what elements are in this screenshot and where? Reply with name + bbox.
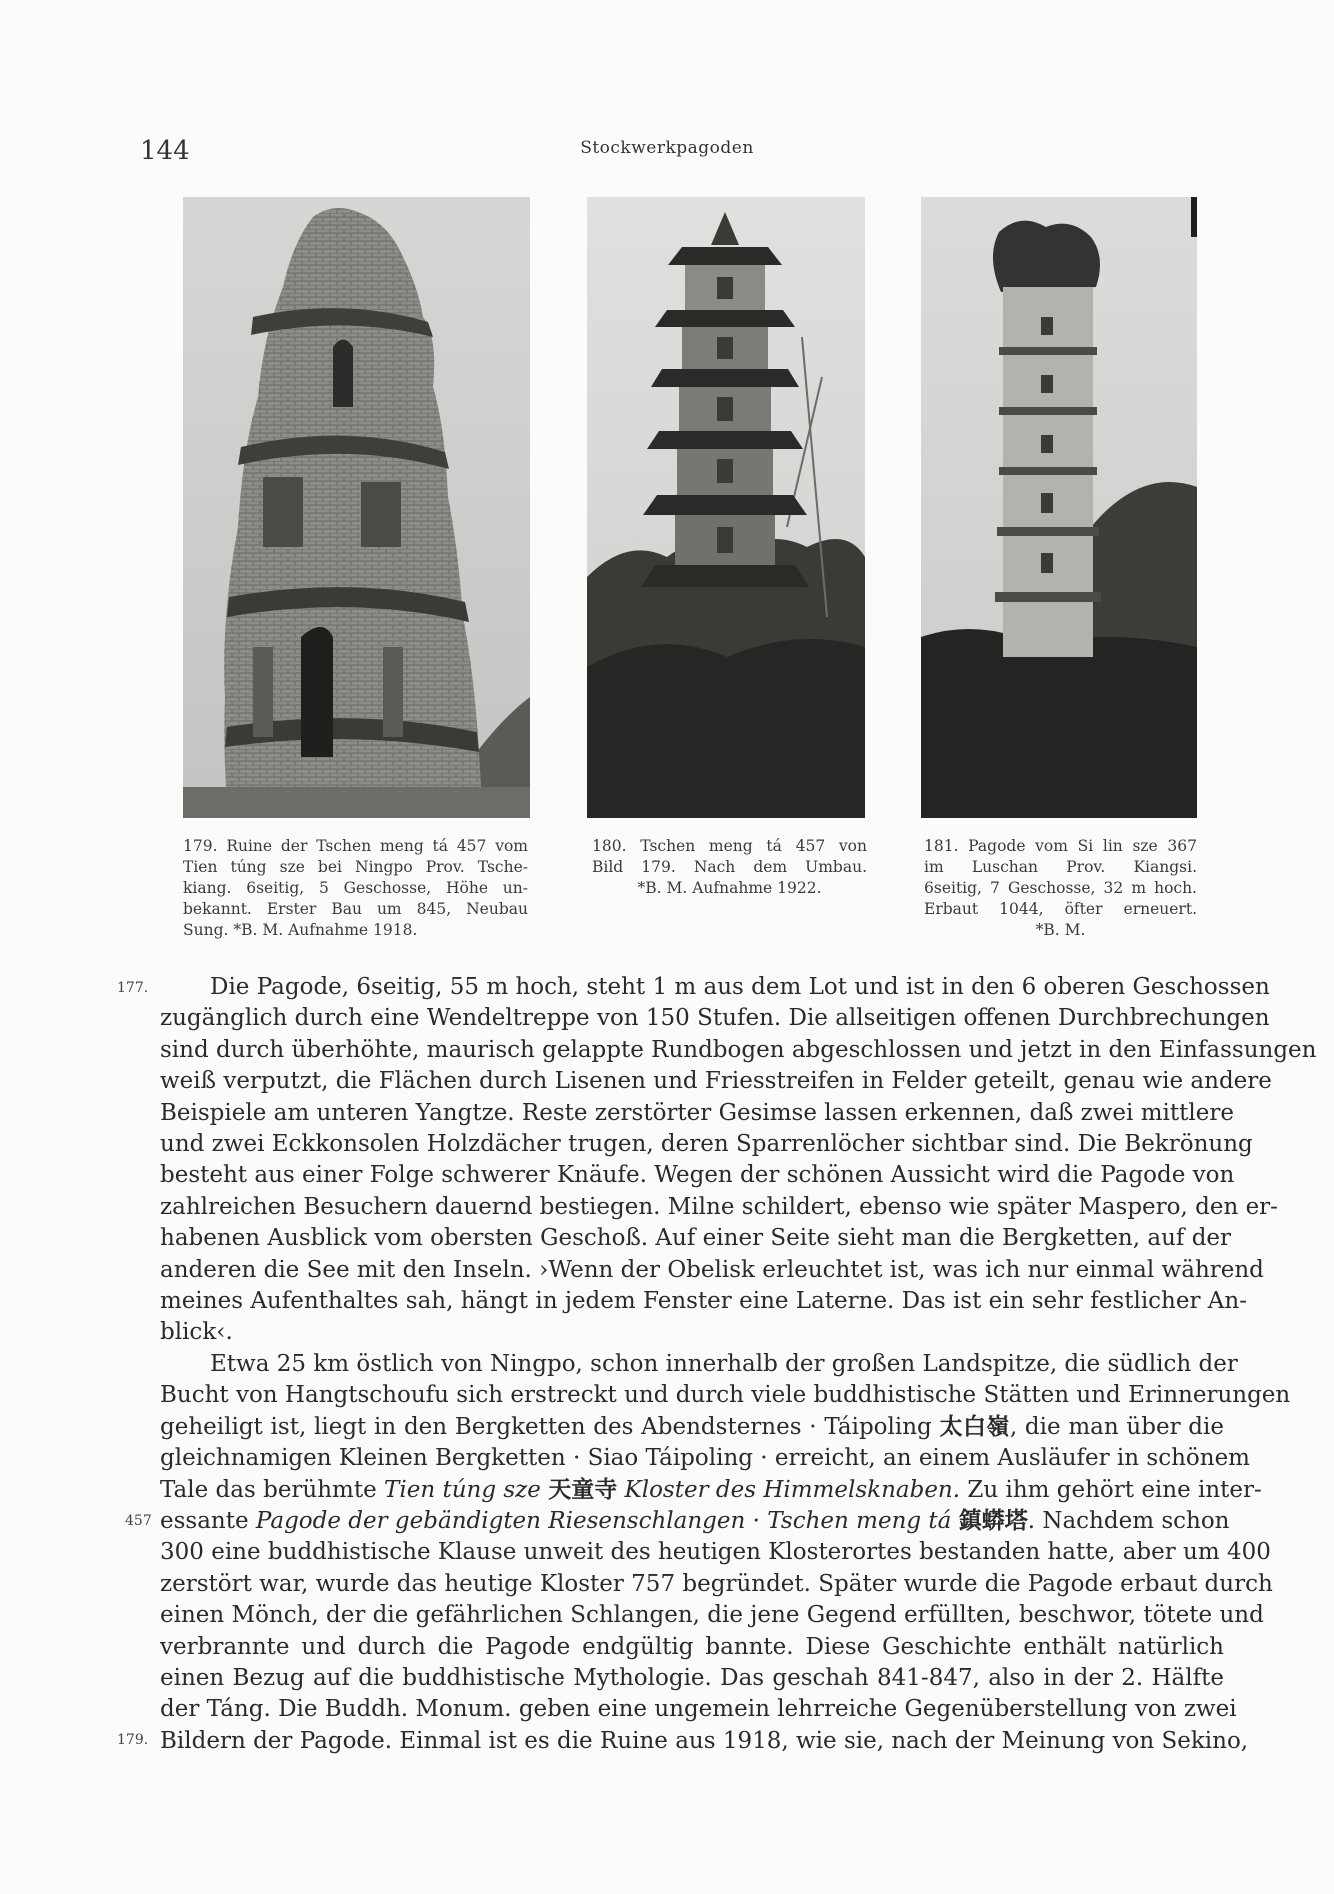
text-line: zugänglich durch eine Wendeltreppe von 150 Stufen. Die allseitigen offenen Durchbrechungen bbox=[160, 1005, 1270, 1032]
chinese-characters: 太白嶺 bbox=[939, 1413, 1010, 1440]
text-run: . Nachdem schon bbox=[1027, 1507, 1230, 1534]
page-number: 144 bbox=[140, 136, 190, 166]
caption-line: Sung. *B. M. Aufnahme 1918. bbox=[183, 921, 418, 939]
italic-term: Kloster des Himmelsknaben. bbox=[624, 1476, 961, 1503]
text-run: essante bbox=[160, 1507, 249, 1534]
caption-line: 181. Pagode vom Si lin sze 367 bbox=[924, 837, 1197, 855]
italic-term: Tien túng sze bbox=[384, 1476, 541, 1503]
text-line: habenen Ausblick vom obersten Geschoß. Auf einer Seite sieht man die Bergketten, auf der bbox=[160, 1225, 1232, 1252]
text-line: anderen die See mit den Inseln. ›Wenn der Obelisk erleuchtet ist, was ich nur einmal während bbox=[160, 1256, 1264, 1283]
caption-line: im Luschan Prov. Kiangsi. bbox=[924, 858, 1197, 876]
text-line: einen Mönch, der die gefährlichen Schlangen, die jene Gegend erfüllten, beschwor, tötete und bbox=[160, 1602, 1264, 1629]
text-line: einen Bezug auf die buddhistische Mythologie. Das geschah 841-847, also in der 2. Hälfte bbox=[160, 1664, 1224, 1691]
text-line: Bucht von Hangtschoufu sich erstreckt und durch viele buddhistische Stätten und Erinnerungen bbox=[160, 1382, 1291, 1409]
caption-line: Erbaut 1044, öfter erneuert. bbox=[924, 900, 1197, 918]
caption-line: Tien túng sze bei Ningpo Prov. Tsche- bbox=[183, 858, 528, 876]
caption-line: kiang. 6seitig, 5 Geschosse, Höhe un- bbox=[183, 879, 528, 897]
caption-line: Bild 179. Nach dem Umbau. bbox=[592, 858, 867, 876]
text-line: gleichnamigen Kleinen Bergketten · Siao Táipoling · erreicht, an einem Ausläufer in schönem bbox=[160, 1445, 1250, 1472]
text-line: Die Pagode, 6seitig, 55 m hoch, steht 1 m aus dem Lot und ist in den 6 oberen Geschossen bbox=[210, 974, 1270, 1000]
photo-ruined-pagoda bbox=[183, 197, 530, 818]
text-line: und zwei Eckkonsolen Holzdächer trugen, deren Sparrenlöcher sichtbar sind. Die Bekrönung bbox=[160, 1131, 1253, 1158]
chinese-characters: 天童寺 bbox=[548, 1476, 618, 1503]
text-line: 300 eine buddhistische Klause unweit des heutigen Klosterortes bestanden hatte, aber um 400 bbox=[160, 1539, 1271, 1566]
text-line bbox=[160, 1412, 1224, 1443]
text-line bbox=[160, 1506, 1230, 1537]
caption-line: *B. M. bbox=[1035, 921, 1086, 939]
text-line bbox=[160, 1475, 1262, 1506]
text-line: verbrannte und durch die Pagode endgültig bannte. Diese Geschichte enthält natürlich bbox=[160, 1633, 1224, 1660]
margin-note-figure-ref: 177. bbox=[117, 980, 149, 996]
text-run: Zu ihm gehört eine inter- bbox=[967, 1476, 1262, 1503]
margin-note-figure-ref: 179. bbox=[117, 1732, 149, 1748]
text-line: weiß verputzt, die Flächen durch Lisenen und Friesstreifen in Felder geteilt, genau wie andere bbox=[160, 1068, 1272, 1095]
text-run: geheiligt ist, liegt in den Bergketten des Abendsternes · Táipoling bbox=[160, 1413, 932, 1440]
text-line: Beispiele am unteren Yangtze. Reste zerstörter Gesimse lassen erkennen, daß zwei mittlere bbox=[160, 1099, 1234, 1126]
caption-line: 179. Ruine der Tschen meng tá 457 vom bbox=[183, 837, 528, 855]
text-run: Tale das berühmte bbox=[160, 1476, 377, 1503]
text-line: zerstört war, wurde das heutige Kloster 757 begründet. Später wurde die Pagode erbaut durch bbox=[160, 1570, 1273, 1597]
photo-hillside-pagoda bbox=[921, 197, 1197, 818]
photo-restored-pagoda bbox=[587, 197, 865, 818]
text-line: der Táng. Die Buddh. Monum. geben eine ungemein lehrreiche Gegenüberstellung von zwei bbox=[160, 1696, 1237, 1723]
text-line: Etwa 25 km östlich von Ningpo, schon innerhalb der großen Landspitze, die südlich der bbox=[210, 1350, 1238, 1377]
margin-note-index-ref: 457 bbox=[125, 1513, 152, 1529]
body-text bbox=[160, 972, 1317, 1757]
running-title: Stockwerkpagoden bbox=[580, 138, 754, 158]
text-line: blick‹. bbox=[160, 1319, 233, 1346]
text-line: sind durch überhöhte, maurisch gelappte Rundbogen abgeschlossen und jetzt in den Einfassungen bbox=[160, 1036, 1317, 1063]
caption-fig-180 bbox=[592, 836, 867, 899]
caption-fig-179 bbox=[183, 836, 528, 941]
text-line: meines Aufenthaltes sah, hängt in jedem Fenster eine Laterne. Das ist ein sehr festlicher An- bbox=[160, 1288, 1247, 1315]
caption-line: *B. M. Aufnahme 1922. bbox=[637, 879, 822, 897]
caption-line: bekannt. Erster Bau um 845, Neubau bbox=[183, 900, 528, 918]
text-line: zahlreichen Besuchern dauernd bestiegen. Milne schildert, ebenso wie später Maspero, den er- bbox=[160, 1193, 1278, 1220]
text-line: besteht aus einer Folge schwerer Knäufe. Wegen der schönen Aussicht wird die Pagode von bbox=[160, 1162, 1235, 1189]
italic-term: Pagode der gebändigten Riesenschlangen · Tschen meng tá bbox=[255, 1507, 952, 1534]
caption-fig-181 bbox=[924, 836, 1197, 941]
chinese-characters: 鎮蟒塔 bbox=[958, 1507, 1028, 1534]
text-line: Bildern der Pagode. Einmal ist es die Ruine aus 1918, wie sie, nach der Meinung von Sekino, bbox=[160, 1727, 1249, 1754]
caption-line: 180. Tschen meng tá 457 von bbox=[592, 837, 867, 855]
text-run: , die man über die bbox=[1009, 1413, 1224, 1440]
caption-line: 6seitig, 7 Geschosse, 32 m hoch. bbox=[924, 879, 1197, 897]
